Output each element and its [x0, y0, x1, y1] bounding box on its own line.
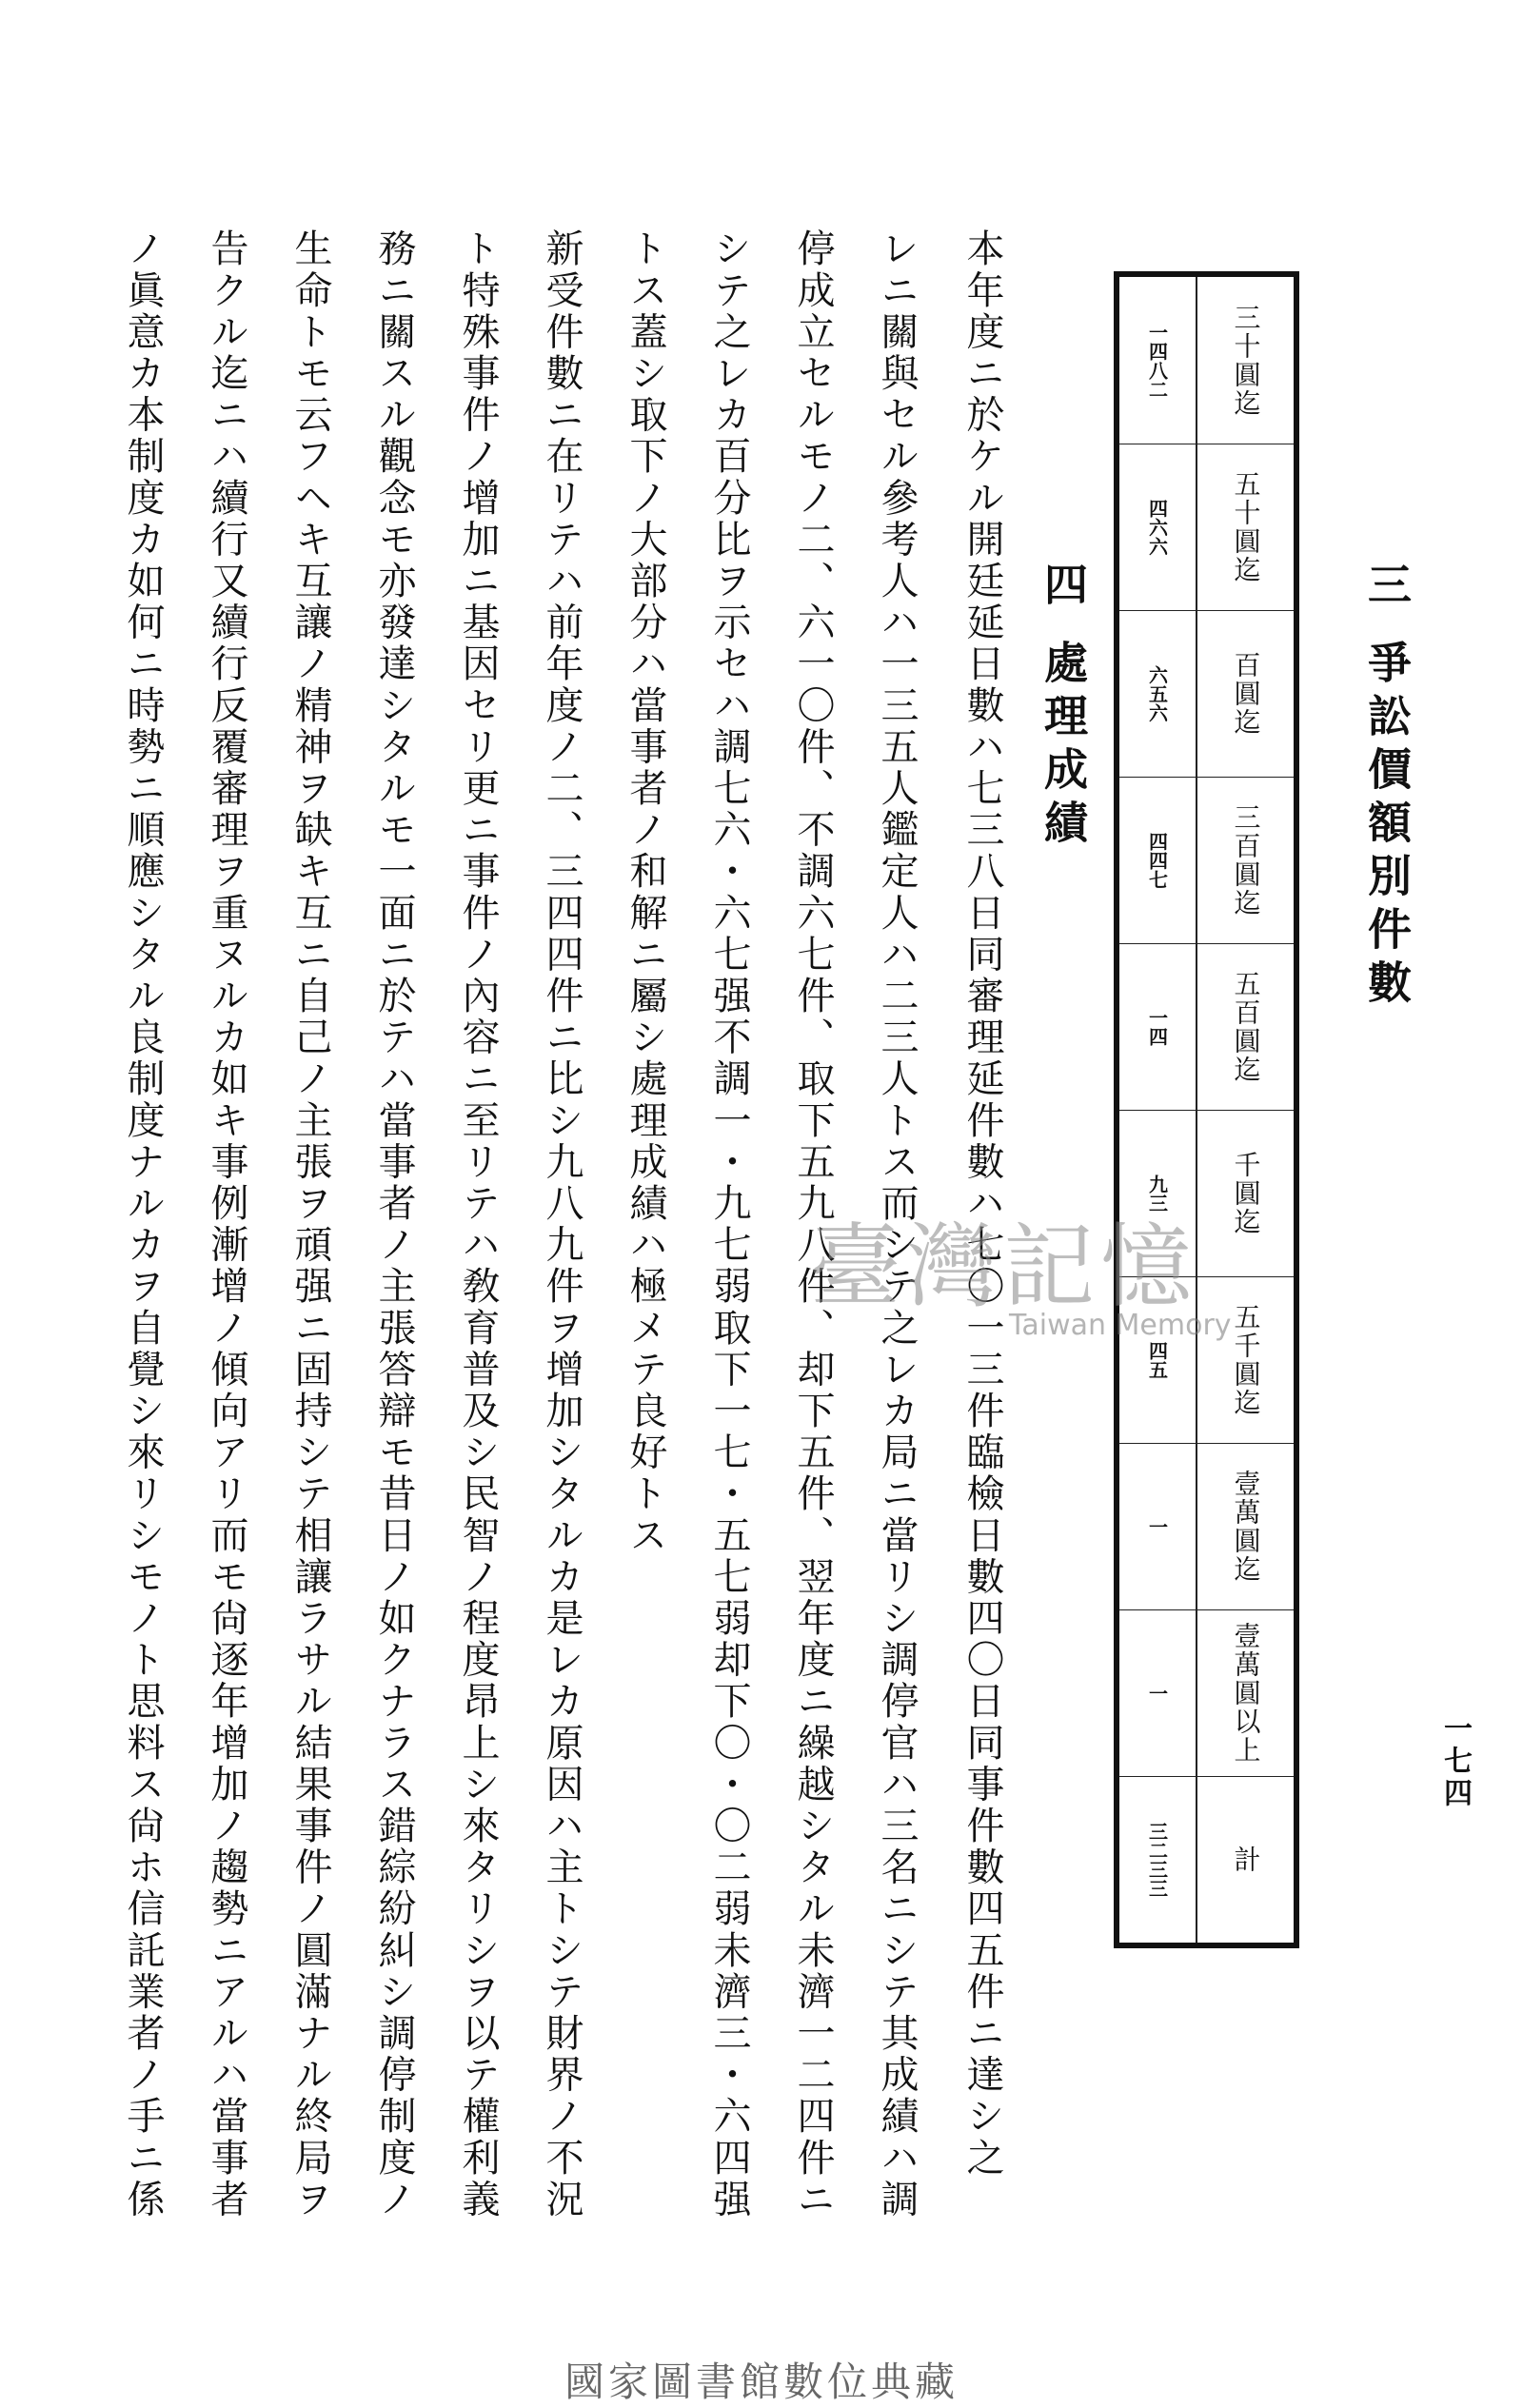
text-line: 停成立セルモノ二、六一〇件、不調六七件、取下五九八件、却下五件、翌年度ニ繰越シタル未濟一二四件ニ [791, 228, 835, 2220]
table-value-cell [1119, 610, 1196, 777]
table-header-label: 五百圓迄 [1230, 969, 1262, 1084]
table-header-cell [1197, 610, 1294, 777]
table-header-cell [1197, 277, 1294, 444]
table-value-cell [1119, 1110, 1196, 1276]
text-line: レニ關與セル參考人ハ一三五人鑑定人ハ二三人トス而シテ之レカ局ニ當リシ調停官ハ三名ニシテ其成績ハ調 [875, 228, 919, 2220]
archive-footer: 國家圖書館數位典藏 [564, 2359, 959, 2405]
table-header-cell [1197, 777, 1294, 943]
page-number: 一七四 [1438, 1713, 1472, 1810]
table-value-label: 一 [1145, 1516, 1169, 1536]
table-header-cell [1197, 1276, 1294, 1443]
table-header-cell [1197, 1776, 1294, 1943]
table-value-cell [1119, 943, 1196, 1110]
text-line: 新受件數ニ在リテハ前年度ノ二、三四四件ニ比シ九八九件ヲ增加シタルカ是レカ原因ハ主トシテ財界ノ不況 [540, 228, 583, 2220]
text-line: シテ之レカ百分比ヲ示セハ調七六・六七强不調一・九七弱取下一七・五七弱却下〇・〇二弱未濟三・六四强 [707, 228, 751, 2220]
table-value-label: 一 [1145, 1683, 1169, 1703]
section-4-heading [1032, 562, 1095, 853]
table-value-label: 一四八二 [1145, 322, 1169, 399]
table-header-label: 三百圓迄 [1230, 802, 1262, 918]
table-header-cell [1197, 1609, 1294, 1776]
table-value-label: 九三 [1145, 1174, 1169, 1213]
table-header-label: 三十圓迄 [1230, 303, 1262, 418]
section-3-title: 爭訟價額別件數 [1361, 640, 1413, 1013]
text-line: トス蓋シ取下ノ大部分ハ當事者ノ和解ニ屬シ處理成績ハ極メテ良好トス [623, 228, 667, 1557]
table-value-label: 三二三三 [1145, 1821, 1169, 1898]
text-line: ノ眞意カ本制度カ如何ニ時勢ニ順應シタル良制度ナルカヲ自覺シ來リシモノト思料ス尙ホ信託業者ノ手ニ係 [121, 228, 165, 2220]
table-value-cell [1119, 1609, 1196, 1776]
table-header-cell [1197, 444, 1294, 610]
section-4-number: 四 [1038, 562, 1089, 615]
dispute-amount-table [1114, 271, 1299, 1948]
table-header-label: 五十圓迄 [1230, 469, 1262, 584]
table-value-cell [1119, 1443, 1196, 1609]
section-3-number: 三 [1361, 562, 1413, 615]
text-line: 務ニ關スル觀念モ亦發達シタルモ一面ニ於テハ當事者ノ主張答辯モ昔日ノ如クナラス錯綜紛糾シ調停制度ノ [372, 228, 416, 2220]
text-line: 本年度ニ於ケル開廷延日數ハ七三八日同審理延件數ハ七〇一三件臨檢日數四〇日同事件數四五件ニ達シ之 [960, 228, 1004, 2180]
table-value-label: 四五 [1145, 1340, 1169, 1379]
table-header-label: 五千圓迄 [1230, 1302, 1262, 1417]
table-value-cell [1119, 777, 1196, 943]
section-4-title: 處理成績 [1038, 640, 1089, 853]
table-header-label: 百圓迄 [1230, 650, 1262, 737]
watermark-characters: 臺灣記憶 [809, 1214, 1197, 1320]
text-line: ト特殊事件ノ增加ニ基因セリ更ニ事件ノ內容ニ至リテハ敎育普及シ民智ノ程度昂上シ來タリシヲ以テ權利義 [456, 228, 500, 2220]
table-header-cell [1197, 1443, 1294, 1609]
table-header-label: 壹萬圓以上 [1230, 1621, 1262, 1765]
text-line: 生命トモ云フヘキ互讓ノ精神ヲ缺キ互ニ自己ノ主張ヲ頑强ニ固持シテ相讓ラサル結果事件ノ圓滿ナル終局ヲ [288, 228, 332, 2220]
table-header-label: 千圓迄 [1230, 1150, 1262, 1236]
table-value-label: 四四七 [1145, 831, 1169, 889]
table-value-label: 四六六 [1145, 498, 1169, 556]
table-value-cell [1119, 1276, 1196, 1443]
table-value-cell [1119, 444, 1196, 610]
table-value-label: 六五六 [1145, 664, 1169, 722]
table-header-label: 壹萬圓迄 [1230, 1469, 1262, 1584]
watermark-latin: Taiwan Memory [1009, 1309, 1232, 1342]
table-value-cell [1119, 1776, 1196, 1943]
table-header-cell [1197, 1110, 1294, 1276]
table-header-label: 計 [1230, 1845, 1262, 1874]
section-3-heading [1355, 562, 1418, 1013]
text-line: 告クル迄ニハ續行又續行反覆審理ヲ重ヌルカ如キ事例漸增ノ傾向アリ而モ尙逐年增加ノ趨勢ニアルハ當事者 [205, 228, 248, 2220]
table-header-cell [1197, 943, 1294, 1110]
table-value-label: 一四 [1145, 1007, 1169, 1046]
table-value-cell [1119, 277, 1196, 444]
